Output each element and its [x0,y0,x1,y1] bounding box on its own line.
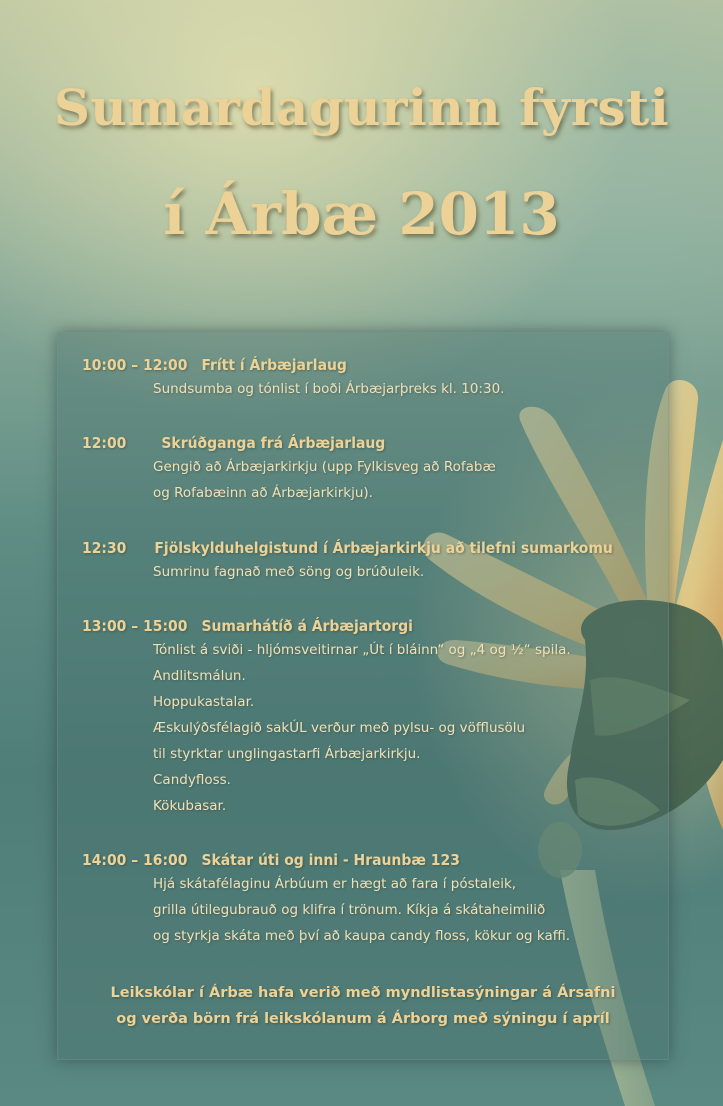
event-detail: Sumrinu fagnað með söng og brúðuleik. [153,564,425,580]
event-title: Fjölskylduhelgistund í Árbæjarkirkju að tilefni sumarkomu [154,539,613,557]
event-detail: grilla útilegubrauð og klifra í trönum. Kíkja á skátaheimilið [153,902,546,918]
event-title: Frítt í Árbæjarlaug [201,356,347,374]
event-heading [82,356,682,374]
event-heading [82,617,682,635]
event-detail: Æskulýðsfélagið sakÚL verður með pylsu- og vöfflusölu [153,720,526,736]
event-heading [82,539,682,557]
event-heading [82,851,682,869]
event-heading [82,434,682,452]
event-time: 12:00 [82,434,127,452]
event-block [82,851,682,949]
event-block [82,539,682,585]
event-detail: Candyfloss. [153,772,231,788]
footer-line: Leikskólar í Árbæ hafa verið með myndlistasýningar á Ársafni [110,985,616,1001]
event-time: 10:00 – 12:00 [82,356,188,374]
event-block [82,434,682,506]
event-detail: og Rofabæinn að Árbæjarkirkju). [153,485,373,501]
event-detail: Andlitsmálun. [153,668,246,684]
event-detail: til styrktar unglingastarfi Árbæjarkirkju. [153,746,421,762]
event-title: Skátar úti og inni - Hraunbæ 123 [201,851,460,869]
footer-note [57,980,669,1032]
event-detail: Hoppukastalar. [153,694,255,710]
event-detail: Kökubasar. [153,798,227,814]
event-detail: og styrkja skáta með því að kaupa candy floss, kökur og kaffi. [153,928,571,944]
event-time: 13:00 – 15:00 [82,617,188,635]
event-time: 12:30 [82,539,127,557]
poster-subtitle: í Árbæ 2013 [163,180,560,248]
event-detail: Hjá skátafélaginu Árbúum er hægt að fara í póstaleik, [153,876,517,892]
event-title: Sumarhátíð á Árbæjartorgi [201,617,413,635]
poster-title: Sumardagurinn fyrsti [53,78,670,137]
event-block [82,356,682,402]
event-time: 14:00 – 16:00 [82,851,188,869]
event-detail: Sundsumba og tónlist í boði Árbæjarþreks kl. 10:30. [153,381,505,397]
event-block [82,617,682,819]
footer-line: og verða börn frá leikskólanum á Árborg með sýningu í apríl [116,1011,610,1027]
event-detail: Gengið að Árbæjarkirkju (upp Fylkisveg að Rofabæ [153,459,496,475]
event-detail: Tónlist á sviði - hljómsveitirnar „Út í bláinn“ og „4 og ½“ spila. [153,642,571,658]
event-title: Skrúðganga frá Árbæjarlaug [161,434,386,452]
